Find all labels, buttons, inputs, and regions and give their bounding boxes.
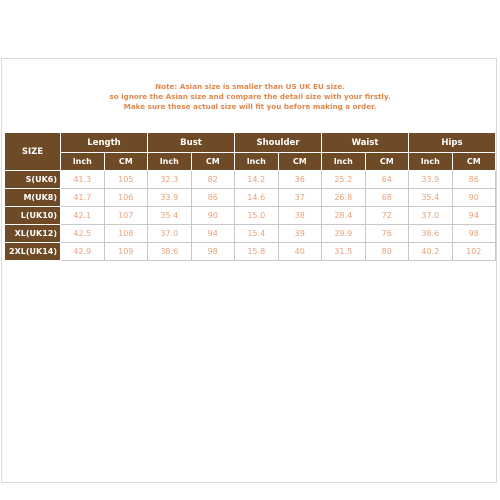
size-note [0, 82, 500, 112]
length-inch-cell: 42.9 [61, 243, 105, 261]
bust-cm-cell: 86 [191, 189, 235, 207]
table-row [5, 225, 496, 243]
chart-frame [1, 58, 497, 483]
hips-cm-cell: 90 [452, 189, 496, 207]
group-header-row [5, 133, 496, 153]
shoulder-cm-cell: 40 [278, 243, 322, 261]
shoulder-cm-cell: 37 [278, 189, 322, 207]
hips-cm-cell: 94 [452, 207, 496, 225]
hips-cm-cell: 86 [452, 171, 496, 189]
shoulder-inch-cell: 15.8 [235, 243, 279, 261]
unit-header-inch: Inch [61, 153, 105, 171]
bust-cm-cell: 94 [191, 225, 235, 243]
length-cm-cell: 108 [104, 225, 148, 243]
waist-inch-cell: 29.9 [322, 225, 366, 243]
length-cm-cell: 109 [104, 243, 148, 261]
waist-cm-cell: 72 [365, 207, 409, 225]
unit-header-cm: CM [365, 153, 409, 171]
length-inch-cell: 42.1 [61, 207, 105, 225]
length-cm-cell: 107 [104, 207, 148, 225]
size-label: S(UK6) [5, 171, 61, 189]
table-row [5, 243, 496, 261]
shoulder-cm-cell: 36 [278, 171, 322, 189]
shoulder-inch-cell: 14.6 [235, 189, 279, 207]
length-inch-cell: 41.7 [61, 189, 105, 207]
hips-inch-cell: 40.2 [409, 243, 453, 261]
bust-inch-cell: 33.9 [148, 189, 192, 207]
bust-inch-cell: 37.0 [148, 225, 192, 243]
group-header-length: Length [61, 133, 148, 153]
length-inch-cell: 41.3 [61, 171, 105, 189]
table-row [5, 207, 496, 225]
unit-header-inch: Inch [148, 153, 192, 171]
waist-inch-cell: 31.5 [322, 243, 366, 261]
waist-inch-cell: 26.8 [322, 189, 366, 207]
size-label: L(UK10) [5, 207, 61, 225]
shoulder-inch-cell: 15.4 [235, 225, 279, 243]
unit-header-cm: CM [452, 153, 496, 171]
group-header-waist: Waist [322, 133, 409, 153]
table-row [5, 189, 496, 207]
shoulder-cm-cell: 39 [278, 225, 322, 243]
waist-cm-cell: 64 [365, 171, 409, 189]
size-label: M(UK8) [5, 189, 61, 207]
bust-inch-cell: 35.4 [148, 207, 192, 225]
hips-cm-cell: 102 [452, 243, 496, 261]
hips-cm-cell: 98 [452, 225, 496, 243]
unit-header-inch: Inch [322, 153, 366, 171]
bust-cm-cell: 90 [191, 207, 235, 225]
size-label: XL(UK12) [5, 225, 61, 243]
bust-inch-cell: 38.6 [148, 243, 192, 261]
length-cm-cell: 106 [104, 189, 148, 207]
size-chart-table [4, 132, 496, 261]
unit-header-inch: Inch [235, 153, 279, 171]
waist-inch-cell: 25.2 [322, 171, 366, 189]
waist-cm-cell: 76 [365, 225, 409, 243]
waist-cm-cell: 80 [365, 243, 409, 261]
unit-header-row [5, 153, 496, 171]
group-header-hips: Hips [409, 133, 496, 153]
note-line-3: Make sure these actual size will fit you before making a order. [123, 102, 377, 111]
hips-inch-cell: 33.9 [409, 171, 453, 189]
group-header-bust: Bust [148, 133, 235, 153]
size-column-header: SIZE [5, 133, 61, 171]
length-inch-cell: 42.5 [61, 225, 105, 243]
waist-cm-cell: 68 [365, 189, 409, 207]
size-label: 2XL(UK14) [5, 243, 61, 261]
length-cm-cell: 105 [104, 171, 148, 189]
group-header-shoulder: Shoulder [235, 133, 322, 153]
shoulder-inch-cell: 15.0 [235, 207, 279, 225]
bust-inch-cell: 32.3 [148, 171, 192, 189]
table-row [5, 171, 496, 189]
bust-cm-cell: 82 [191, 171, 235, 189]
hips-inch-cell: 37.0 [409, 207, 453, 225]
note-line-1: Note: Asian size is smaller than US UK EU size. [155, 82, 345, 91]
shoulder-cm-cell: 38 [278, 207, 322, 225]
unit-header-inch: Inch [409, 153, 453, 171]
hips-inch-cell: 35.4 [409, 189, 453, 207]
unit-header-cm: CM [278, 153, 322, 171]
bust-cm-cell: 98 [191, 243, 235, 261]
shoulder-inch-cell: 14.2 [235, 171, 279, 189]
unit-header-cm: CM [191, 153, 235, 171]
note-line-2: so ignore the Asian size and compare the detail size with your firstly. [109, 92, 391, 101]
unit-header-cm: CM [104, 153, 148, 171]
hips-inch-cell: 38.6 [409, 225, 453, 243]
waist-inch-cell: 28.4 [322, 207, 366, 225]
